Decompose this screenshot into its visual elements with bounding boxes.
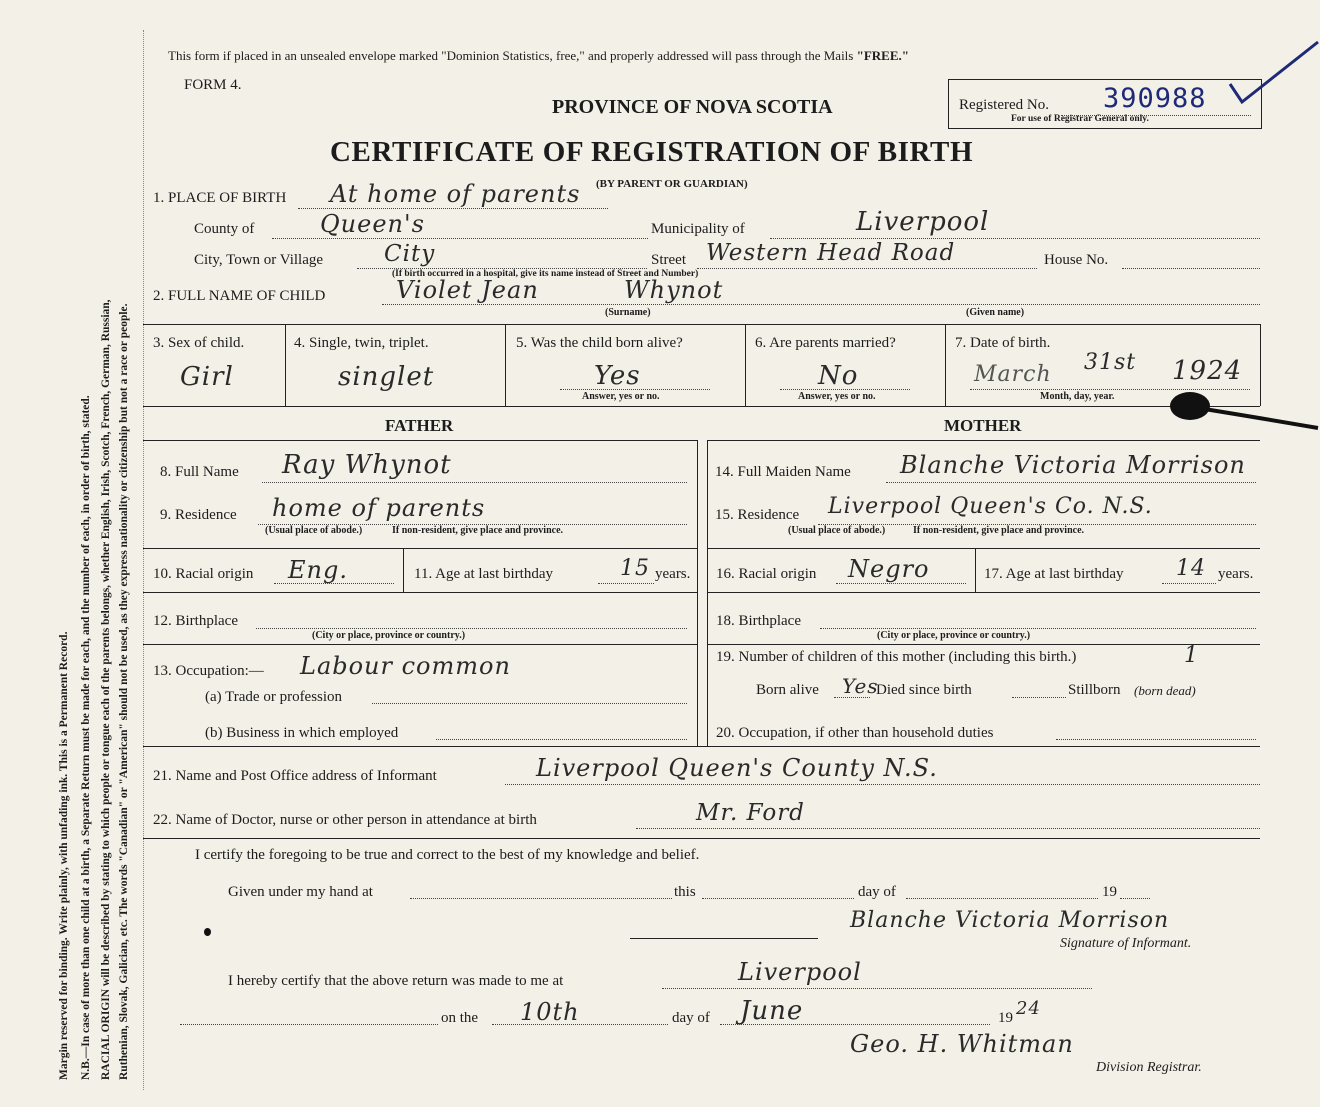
- father-racial-label: 10. Racial origin: [153, 566, 254, 582]
- mother-name-label: 14. Full Maiden Name: [715, 464, 851, 480]
- registrar-note: For use of Registrar General only.: [1011, 114, 1149, 124]
- mother-residence-label: 15. Residence: [715, 507, 800, 523]
- child-name-label: 2. FULL NAME OF CHILD: [153, 288, 326, 304]
- mother-years-label: years.: [1218, 566, 1254, 582]
- checkmark-icon: [1228, 40, 1320, 110]
- year-suffix: 24: [1016, 998, 1041, 1019]
- alive-value: Yes: [594, 361, 641, 391]
- margin-line-1: RACIAL ORIGIN will be described by stating to which people or tongue each of the parents belongs, whether English, Irish, Scotch, French, German, Russian,: [100, 299, 112, 1080]
- given-note: (Given name): [966, 307, 1025, 318]
- father-trade-label: (a) Trade or profession: [205, 689, 343, 705]
- father-nonres-note: If non-resident, give place and province.: [392, 525, 564, 536]
- form-number: FORM 4.: [184, 77, 242, 93]
- father-heading: FATHER: [385, 416, 454, 435]
- father-birthplace-label: 12. Birthplace: [153, 613, 238, 629]
- doctor-value: Mr. Ford: [696, 800, 805, 826]
- county-value: Queen's: [320, 210, 425, 238]
- plurality-label: 4. Single, twin, triplet.: [294, 335, 429, 351]
- dob-day: 31st: [1084, 350, 1137, 375]
- dob-label: 7. Date of birth.: [955, 335, 1051, 351]
- registrar-month: June: [740, 996, 804, 1026]
- married-label: 6. Are parents married?: [755, 335, 896, 351]
- ink-blot: [1168, 384, 1320, 444]
- margin-line-3: N.B.—In case of more than one child at a birth, a Separate Return must be made for each, and the number of each, in order of birth, stated.: [80, 395, 92, 1080]
- municipality-value: Liverpool: [856, 207, 990, 237]
- mother-children-value: 1: [1184, 643, 1199, 668]
- municipality-label: Municipality of: [651, 221, 745, 237]
- father-name-value: Ray Whynot: [282, 450, 452, 480]
- province-heading: PROVINCE OF NOVA SCOTIA: [552, 96, 833, 118]
- place-value: At home of parents: [330, 180, 581, 208]
- mother-age-label: 17. Age at last birthday: [984, 566, 1124, 582]
- born-alive-value: Yes: [842, 674, 879, 698]
- mother-racial-label: 16. Racial origin: [716, 566, 817, 582]
- registrar-statement: I hereby certify that the above return was made to me at: [228, 973, 564, 989]
- father-name-label: 8. Full Name: [160, 464, 239, 480]
- informant-signature: Blanche Victoria Morrison: [850, 908, 1170, 933]
- dob-month: March: [974, 362, 1052, 387]
- day-of-label: day of: [858, 884, 896, 900]
- registrar-label: Division Registrar.: [1096, 1060, 1202, 1075]
- day-of-label-2: day of: [672, 1010, 710, 1026]
- mother-birthplace-note: (City or place, province or country.): [877, 630, 1031, 641]
- margin-line-4: Margin reserved for binding. Write plainly, with unfading ink. This is a Permanent Record.: [58, 631, 70, 1080]
- father-residence-value: home of parents: [272, 494, 486, 522]
- dob-year: 1924: [1172, 356, 1243, 386]
- certify-statement: I certify the foregoing to be true and correct to the best of my knowledge and belief.: [195, 847, 700, 863]
- informant-sig-label: Signature of Informant.: [1060, 936, 1192, 951]
- registrar-place: Liverpool: [738, 958, 862, 986]
- house-label: House No.: [1044, 252, 1109, 268]
- margin-rule: [143, 30, 144, 1090]
- mother-residence-value: Liverpool Queen's Co. N.S.: [828, 494, 1153, 519]
- mother-occupation-label: 20. Occupation, if other than household duties: [716, 725, 994, 741]
- child-surname-value: Whynot: [624, 276, 724, 304]
- binding-margin: [0, 0, 140, 1107]
- child-given-value: Violet Jean: [396, 276, 539, 304]
- stillborn-note: (born dead): [1134, 683, 1196, 698]
- registered-box: [948, 79, 1262, 129]
- sex-value: Girl: [180, 362, 234, 392]
- on-the-label: on the: [441, 1010, 479, 1026]
- father-birthplace-note: (City or place, province or country.): [312, 630, 466, 641]
- mother-heading: MOTHER: [944, 416, 1022, 435]
- doctor-label: 22. Name of Doctor, nurse or other person in attendance at birth: [153, 812, 537, 828]
- informant-label: 21. Name and Post Office address of Informant: [153, 768, 437, 784]
- father-occupation-value: Labour common: [300, 652, 511, 680]
- father-occupation-label: 13. Occupation:—: [153, 663, 264, 679]
- city-value: City: [384, 241, 436, 267]
- mother-racial-value: Negro: [848, 555, 930, 583]
- registrar-day: 10th: [520, 998, 580, 1026]
- street-label: Street: [651, 252, 686, 268]
- father-racial-value: Eng.: [288, 556, 348, 584]
- married-value: No: [818, 361, 859, 391]
- father-business-label: (b) Business in which employed: [205, 725, 399, 741]
- father-age-label: 11. Age at last birthday: [414, 566, 553, 582]
- plurality-value: singlet: [338, 362, 435, 392]
- registered-number: 390988: [1103, 83, 1207, 114]
- mother-name-value: Blanche Victoria Morrison: [900, 451, 1246, 479]
- street-value: Western Head Road: [706, 240, 956, 266]
- died-label: Died since birth: [876, 682, 972, 698]
- surname-note: (Surname): [605, 307, 651, 318]
- stillborn-label: Stillborn: [1068, 682, 1121, 698]
- married-note: Answer, yes or no.: [798, 391, 876, 402]
- postal-free: "FREE.": [856, 48, 909, 63]
- mother-birthplace-label: 18. Birthplace: [716, 613, 801, 629]
- county-label: County of: [194, 221, 255, 237]
- city-label: City, Town or Village: [194, 252, 324, 268]
- registered-label: Registered No.: [959, 97, 1049, 113]
- page-title: CERTIFICATE OF REGISTRATION OF BIRTH: [330, 136, 974, 168]
- alive-label: 5. Was the child born alive?: [516, 335, 683, 351]
- margin-line-2: Ruthenian, Slovak, Galician, etc. The words "Canadian" or "American" should not be used, as they express nationality or citizenship but not a race or people.: [118, 303, 130, 1080]
- dob-note: Month, day, year.: [1040, 391, 1115, 402]
- sex-label: 3. Sex of child.: [153, 335, 245, 351]
- mother-nonres-note: If non-resident, give place and province.: [913, 525, 1085, 536]
- father-residence-label: 9. Residence: [160, 507, 237, 523]
- informant-value: Liverpool Queen's County N.S.: [536, 754, 938, 782]
- father-years-label: years.: [655, 566, 691, 582]
- this-label: this: [674, 884, 696, 900]
- registrar-signature: Geo. H. Whitman: [850, 1030, 1074, 1058]
- year-prefix: 19: [1102, 884, 1117, 900]
- mother-age-value: 14: [1176, 556, 1206, 581]
- postal-notice: This form if placed in an unsealed envelope marked "Dominion Statistics, free," and properly addressed will pass through the Mails "FREE.": [168, 48, 909, 63]
- page-subtitle: (BY PARENT OR GUARDIAN): [596, 178, 748, 190]
- father-age-value: 15: [620, 556, 650, 581]
- alive-note: Answer, yes or no.: [582, 391, 660, 402]
- mother-children-label: 19. Number of children of this mother (including this birth.): [716, 649, 1077, 665]
- margin-notes: [58, 20, 138, 1080]
- year-prefix-2: 19: [998, 1010, 1013, 1026]
- mother-abode-note: (Usual place of abode.): [788, 525, 886, 536]
- given-under-label: Given under my hand at: [228, 884, 373, 900]
- ink-dot: [204, 928, 211, 936]
- hospital-note: (If birth occurred in a hospital, give its name instead of Street and Number): [392, 269, 699, 279]
- father-abode-note: (Usual place of abode.): [265, 525, 363, 536]
- place-label: 1. PLACE OF BIRTH: [153, 190, 287, 206]
- born-alive-label: Born alive: [756, 682, 819, 698]
